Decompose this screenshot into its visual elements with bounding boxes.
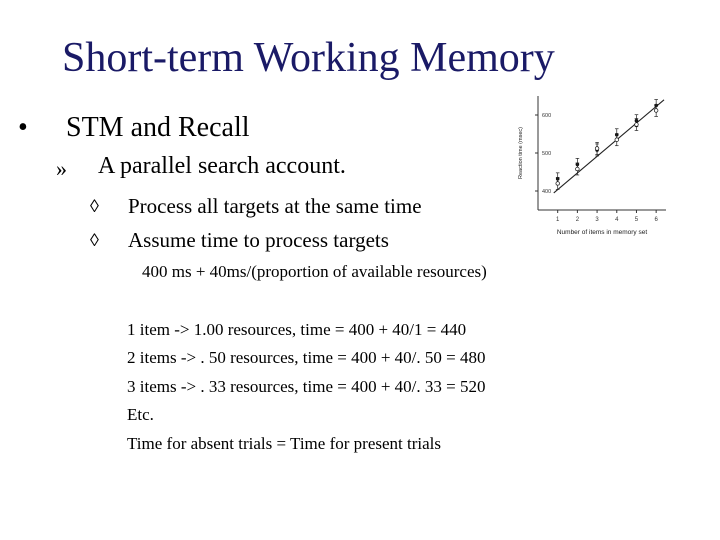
calc-line: 2 items -> . 50 resources, time = 400 + 40/. 50 = 480 bbox=[127, 348, 486, 367]
x-tick-label: 5 bbox=[634, 217, 639, 223]
data-point bbox=[556, 182, 560, 186]
y-axis-label: Reaction time (msec) bbox=[518, 127, 524, 179]
level3-text: Assume time to process targets bbox=[128, 228, 389, 252]
level1-text: STM and Recall bbox=[66, 112, 250, 143]
slide-title: Short-term Working Memory bbox=[62, 35, 555, 81]
y-tick-label: 600 bbox=[542, 113, 552, 119]
formula-text: 400 ms + 40ms/(proportion of available resources) bbox=[142, 262, 487, 281]
reaction-time-chart bbox=[510, 88, 670, 248]
data-point bbox=[576, 167, 580, 171]
level2-text: A parallel search account. bbox=[98, 153, 346, 179]
data-point bbox=[635, 123, 639, 127]
bullet-dot: • bbox=[18, 112, 28, 143]
x-tick-label: 3 bbox=[595, 217, 599, 223]
level3-text: Process all targets at the same time bbox=[128, 194, 422, 218]
x-tick-label: 6 bbox=[654, 217, 658, 223]
calc-line: 3 items -> . 33 resources, time = 400 + 40/. 33 = 520 bbox=[127, 377, 486, 396]
calc-line: 1 item -> 1.00 resources, time = 400 + 40/1 = 440 bbox=[127, 320, 467, 339]
diamond-bullet-icon: ◊ bbox=[90, 230, 99, 250]
diamond-bullet-icon: ◊ bbox=[90, 196, 99, 216]
data-point bbox=[595, 147, 599, 151]
x-axis-label: Number of items in memory set bbox=[556, 229, 648, 236]
x-tick-label: 1 bbox=[556, 217, 560, 223]
calc-line: Etc. bbox=[127, 405, 154, 424]
bullet-guillemet: » bbox=[56, 156, 67, 181]
data-point bbox=[654, 109, 658, 113]
y-tick-label: 400 bbox=[542, 189, 552, 195]
x-tick-label: 4 bbox=[615, 217, 619, 223]
x-tick-label: 2 bbox=[575, 217, 580, 223]
calc-line: Time for absent trials = Time for present trials bbox=[127, 434, 441, 453]
fit-line bbox=[554, 100, 664, 193]
y-tick-label: 500 bbox=[542, 151, 552, 157]
data-point bbox=[615, 138, 619, 142]
